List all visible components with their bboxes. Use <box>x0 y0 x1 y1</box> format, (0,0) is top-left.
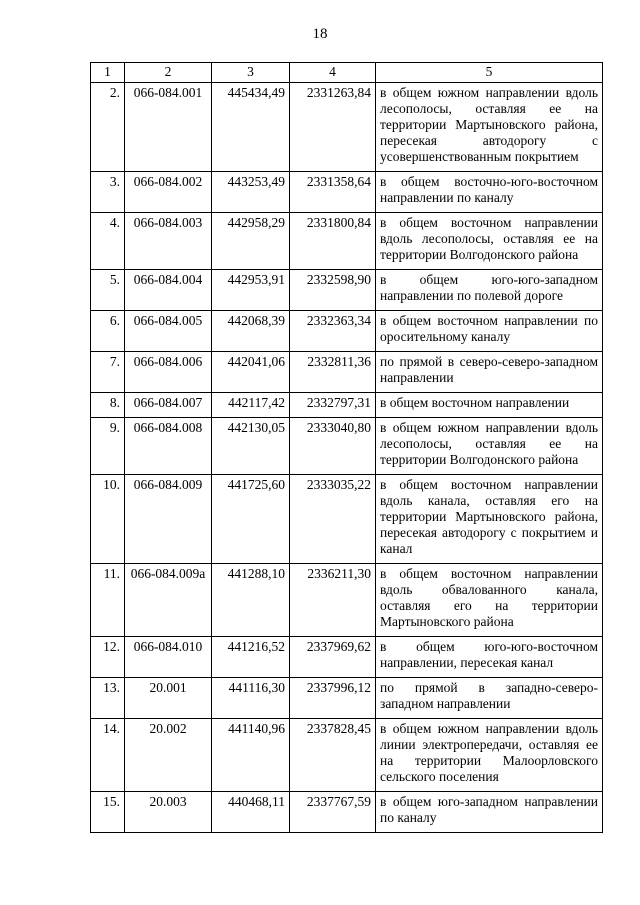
row-number-cell: 7. <box>91 352 125 393</box>
coordinate-y-cell: 2337767,59 <box>290 792 376 833</box>
coordinate-x-cell: 442130,05 <box>212 418 290 475</box>
row-number-cell: 11. <box>91 564 125 637</box>
description-cell: в общем восточно-юго-восточном направлении по каналу <box>376 172 603 213</box>
row-number-cell: 8. <box>91 393 125 418</box>
table-row <box>91 393 603 418</box>
coordinate-x-cell: 441725,60 <box>212 475 290 564</box>
table-row <box>91 352 603 393</box>
row-number-cell: 12. <box>91 637 125 678</box>
table-row <box>91 564 603 637</box>
point-code-cell: 066-084.005 <box>125 311 212 352</box>
row-number-cell: 13. <box>91 678 125 719</box>
coordinate-y-cell: 2332797,31 <box>290 393 376 418</box>
row-number-cell: 4. <box>91 213 125 270</box>
coordinate-y-cell: 2333035,22 <box>290 475 376 564</box>
table-row <box>91 270 603 311</box>
page-number: 18 <box>312 26 328 42</box>
row-number-cell: 5. <box>91 270 125 311</box>
point-code-cell: 066-084.010 <box>125 637 212 678</box>
coordinate-x-cell: 441288,10 <box>212 564 290 637</box>
description-cell: в общем восточном направлении <box>376 393 603 418</box>
description-cell: в общем южном направлении вдоль лесополосы, оставляя ее на территории Мартыновского района, пересекая автодорогу с усовершенствованным покрытием <box>376 83 603 172</box>
column-header: 3 <box>212 63 290 83</box>
coordinate-x-cell: 441116,30 <box>212 678 290 719</box>
row-number-cell: 14. <box>91 719 125 792</box>
coordinate-y-cell: 2332811,36 <box>290 352 376 393</box>
description-cell: в общем восточном направлении вдоль канала, оставляя его на территории Мартыновского района, пересекая автодорогу с покрытием и канал <box>376 475 603 564</box>
coordinate-y-cell: 2337828,45 <box>290 719 376 792</box>
point-code-cell: 066-084.006 <box>125 352 212 393</box>
table-row <box>91 792 603 833</box>
boundary-points-table <box>90 62 603 833</box>
column-header: 5 <box>376 63 603 83</box>
coordinate-x-cell: 441216,52 <box>212 637 290 678</box>
row-number-cell: 10. <box>91 475 125 564</box>
coordinate-y-cell: 2331358,64 <box>290 172 376 213</box>
coordinate-y-cell: 2332598,90 <box>290 270 376 311</box>
description-cell: в общем восточном направлении вдоль обвалованного канала, оставляя его на территории Мартыновского района <box>376 564 603 637</box>
row-number-cell: 3. <box>91 172 125 213</box>
table-row <box>91 213 603 270</box>
coordinate-x-cell: 442068,39 <box>212 311 290 352</box>
column-header: 4 <box>290 63 376 83</box>
point-code-cell: 066-084.008 <box>125 418 212 475</box>
row-number-cell: 15. <box>91 792 125 833</box>
table-row <box>91 418 603 475</box>
point-code-cell: 20.003 <box>125 792 212 833</box>
coordinate-y-cell: 2333040,80 <box>290 418 376 475</box>
description-cell: в общем южном направлении вдоль лесополосы, оставляя ее на территории Волгодонского района <box>376 418 603 475</box>
point-code-cell: 066-084.009 <box>125 475 212 564</box>
coordinate-y-cell: 2337969,62 <box>290 637 376 678</box>
coordinate-x-cell: 441140,96 <box>212 719 290 792</box>
table-row <box>91 475 603 564</box>
coordinate-x-cell: 442953,91 <box>212 270 290 311</box>
coordinate-x-cell: 442117,42 <box>212 393 290 418</box>
table-row <box>91 637 603 678</box>
description-cell: в общем восточном направлении по оросительному каналу <box>376 311 603 352</box>
point-code-cell: 066-084.009а <box>125 564 212 637</box>
column-header: 1 <box>91 63 125 83</box>
column-header: 2 <box>125 63 212 83</box>
coordinate-y-cell: 2337996,12 <box>290 678 376 719</box>
coordinate-y-cell: 2331263,84 <box>290 83 376 172</box>
row-number-cell: 6. <box>91 311 125 352</box>
point-code-cell: 066-084.002 <box>125 172 212 213</box>
description-cell: в общем восточном направлении вдоль лесополосы, оставляя ее на территории Волгодонского района <box>376 213 603 270</box>
description-cell: в общем юго-юго-восточном направлении, пересекая канал <box>376 637 603 678</box>
table-row <box>91 311 603 352</box>
coordinate-y-cell: 2336211,30 <box>290 564 376 637</box>
row-number-cell: 2. <box>91 83 125 172</box>
description-cell: в общем южном направлении вдоль линии электропередачи, оставляя ее на территории Малоорловского сельского поселения <box>376 719 603 792</box>
table-row <box>91 172 603 213</box>
coordinate-x-cell: 442041,06 <box>212 352 290 393</box>
description-cell: по прямой в северо-северо-западном направлении <box>376 352 603 393</box>
point-code-cell: 20.001 <box>125 678 212 719</box>
coordinate-x-cell: 443253,49 <box>212 172 290 213</box>
point-code-cell: 066-084.004 <box>125 270 212 311</box>
coordinate-x-cell: 445434,49 <box>212 83 290 172</box>
point-code-cell: 066-084.003 <box>125 213 212 270</box>
coordinate-x-cell: 442958,29 <box>212 213 290 270</box>
description-cell: в общем юго-юго-западном направлении по полевой дороге <box>376 270 603 311</box>
table-row <box>91 83 603 172</box>
table-row <box>91 678 603 719</box>
row-number-cell: 9. <box>91 418 125 475</box>
point-code-cell: 066-084.001 <box>125 83 212 172</box>
point-code-cell: 20.002 <box>125 719 212 792</box>
table-header-row <box>91 63 603 83</box>
table-row <box>91 719 603 792</box>
description-cell: в общем юго-западном направлении по каналу <box>376 792 603 833</box>
coordinate-y-cell: 2332363,34 <box>290 311 376 352</box>
point-code-cell: 066-084.007 <box>125 393 212 418</box>
description-cell: по прямой в западно-северо-западном направлении <box>376 678 603 719</box>
coordinate-y-cell: 2331800,84 <box>290 213 376 270</box>
coordinate-x-cell: 440468,11 <box>212 792 290 833</box>
